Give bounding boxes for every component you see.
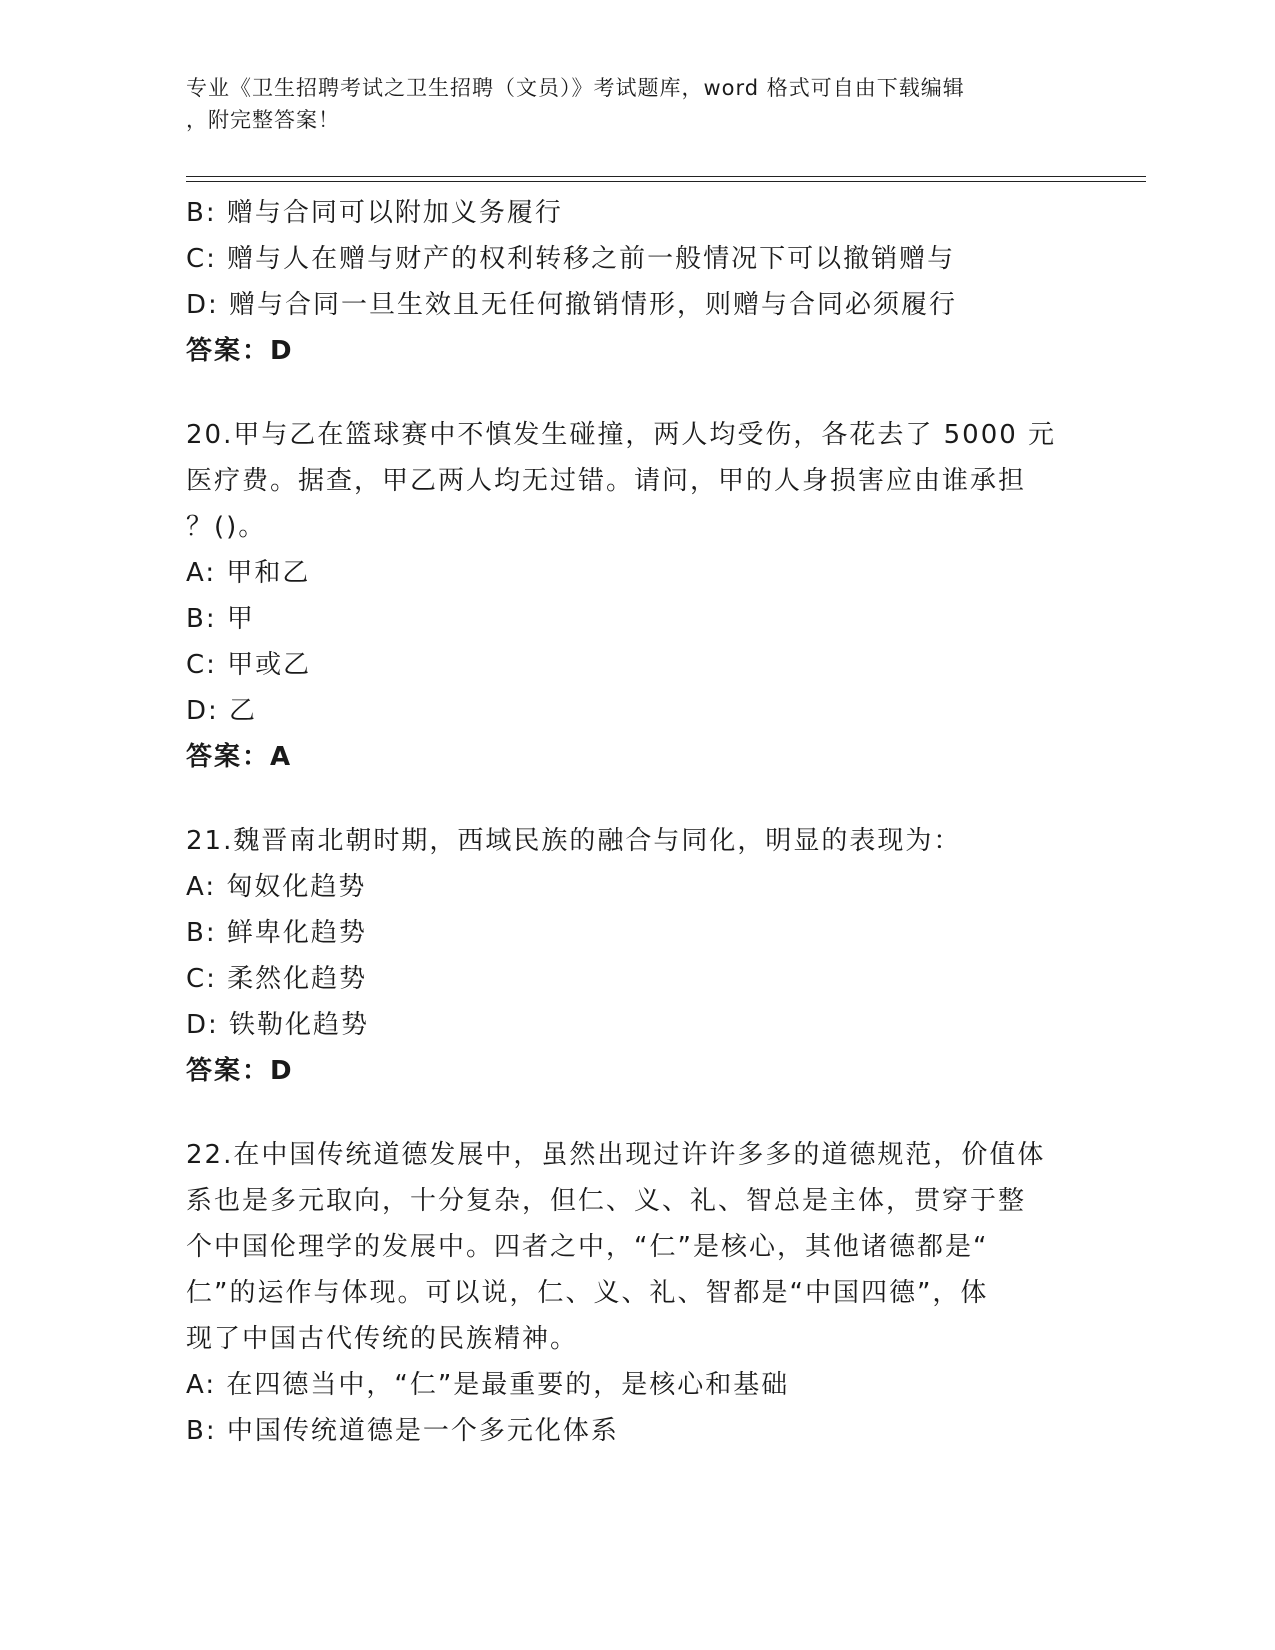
- document-body: [186, 190, 1086, 1454]
- option-a: A: 甲和乙: [186, 558, 311, 588]
- question-stem-line: 医疗费。据查，甲乙两人均无过错。请问，甲的人身损害应由谁承担: [186, 466, 1027, 496]
- header-divider-top: [186, 176, 1146, 177]
- question-stem-line: ？()。: [186, 512, 267, 542]
- answer: 答案：D: [186, 336, 294, 366]
- option-a: A: 匈奴化趋势: [186, 872, 367, 902]
- option-b: B: 甲: [186, 604, 255, 634]
- option-b: B: 中国传统道德是一个多元化体系: [186, 1416, 619, 1446]
- question-20: [186, 412, 1086, 780]
- header-divider-bottom: [186, 181, 1146, 182]
- question-stem-line: 20.甲与乙在篮球赛中不慎发生碰撞，两人均受伤，各花去了 5000 元: [186, 420, 1057, 450]
- option-d: D: 铁勒化趋势: [186, 1010, 370, 1040]
- question-stem-line: 个中国伦理学的发展中。四者之中，“仁”是核心，其他诸德都是“: [186, 1232, 989, 1262]
- option-d: D: 乙: [186, 696, 258, 726]
- option-b: B: 赠与合同可以附加义务履行: [186, 198, 563, 228]
- option-a: A: 在四德当中，“仁”是最重要的，是核心和基础: [186, 1370, 790, 1400]
- header-line-2: ，附完整答案！: [186, 108, 340, 132]
- option-d: D: 赠与合同一旦生效且无任何撤销情形，则赠与合同必须履行: [186, 290, 958, 320]
- question-21: [186, 818, 1086, 1094]
- question-stem-line: 仁”的运作与体现。可以说，仁、义、礼、智都是“中国四德”，体: [186, 1278, 989, 1308]
- page-header: [186, 72, 1066, 136]
- option-b: B: 鲜卑化趋势: [186, 918, 367, 948]
- header-line-1: 专业《卫生招聘考试之卫生招聘（文员）》考试题库，word 格式可自由下载编辑: [186, 76, 965, 100]
- option-c: C: 赠与人在赠与财产的权利转移之前一般情况下可以撤销赠与: [186, 244, 956, 274]
- question-stem-line: 21.魏晋南北朝时期，西域民族的融合与同化，明显的表现为：: [186, 826, 962, 856]
- question-stem-line: 现了中国古代传统的民族精神。: [186, 1324, 579, 1354]
- question-stem-line: 22.在中国传统道德发展中，虽然出现过许许多多的道德规范，价值体: [186, 1140, 1046, 1170]
- answer: 答案：A: [186, 742, 293, 772]
- question-19: [186, 190, 1086, 374]
- option-c: C: 柔然化趋势: [186, 964, 368, 994]
- question-stem-line: 系也是多元取向，十分复杂，但仁、义、礼、智总是主体，贯穿于整: [186, 1186, 1027, 1216]
- option-c: C: 甲或乙: [186, 650, 312, 680]
- question-22: [186, 1132, 1086, 1454]
- answer: 答案：D: [186, 1056, 294, 1086]
